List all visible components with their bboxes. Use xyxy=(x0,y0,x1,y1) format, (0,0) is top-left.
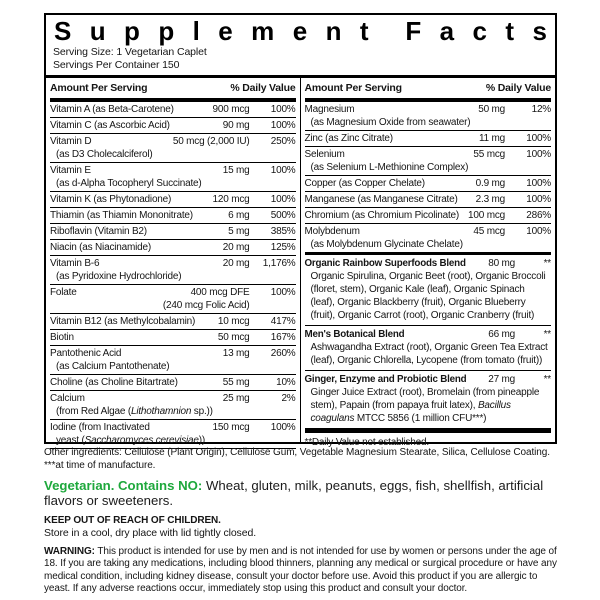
nutrient-source-latin-name: Lithothamnion xyxy=(130,406,192,417)
nutrient-source: (as Calcium Pantothenate) xyxy=(56,361,170,372)
title-letter: e xyxy=(218,16,233,46)
nutrient-row xyxy=(50,224,296,240)
nutrient-amount: 55 mg xyxy=(222,377,250,388)
nutrient-name: Vitamin E xyxy=(50,165,91,176)
nutrient-amount: 15 mg xyxy=(222,165,250,176)
nutrient-amount: 120 mcg xyxy=(212,194,250,205)
nutrient-amount: 400 mcg DFE xyxy=(190,287,250,298)
blend-row xyxy=(305,371,552,428)
nutrient-rows-left xyxy=(50,102,296,449)
warning-text: This product is intended for use by men and is not intended for use by women or persons under the age of 18. If you are taking any medications, including blood thinners, planning any medical or surgical procedure or have any medical condition, including kidney disease, consult your doctor before use. Avoid this product if you are allergic to yeast. If any adverse reactions occur, immediately stop using this product and consult your doctor. xyxy=(44,546,557,594)
nutrient-row-line xyxy=(50,315,296,328)
nutrient-source-latin-name: Saccharomyces cerevisiae xyxy=(84,435,199,446)
manufacture-note: ***at time of manufacture. xyxy=(44,459,156,471)
nutrient-source: (as Molybdenum Glycinate Chelate) xyxy=(310,239,463,250)
title-letter: a xyxy=(439,16,455,46)
vegetarian-allergen-list: Wheat, gluten, milk, peanuts, eggs, fish, shellfish, artificial flavors or sweeteners. xyxy=(44,478,544,508)
nutrient-amount: 27 mg xyxy=(488,374,515,385)
nutrient-row-line xyxy=(50,135,296,148)
blend-rows xyxy=(305,255,552,428)
nutrient-name: Ginger, Enzyme and Probiotic Blend xyxy=(304,374,467,385)
amount-per-serving-label: Amount Per Serving xyxy=(304,82,402,94)
nutrient-row-line xyxy=(50,164,296,177)
blend-row xyxy=(305,326,552,371)
nutrient-name: Magnesium xyxy=(304,104,355,115)
nutrient-daily-value: 100% xyxy=(270,165,296,176)
nutrient-source: (as Selenium L-Methionine Complex) xyxy=(310,162,469,173)
column-header-left xyxy=(50,78,296,98)
nutrient-row-line xyxy=(305,193,552,206)
nutrient-amount: 900 mcg xyxy=(212,104,250,115)
facts-columns xyxy=(46,78,555,448)
nutrient-row-line xyxy=(50,376,296,389)
nutrient-row xyxy=(305,192,552,208)
nutrient-daily-value: 100% xyxy=(270,104,296,115)
nutrient-row-line xyxy=(305,209,552,222)
nutrient-daily-value: 2% xyxy=(281,393,296,404)
nutrient-name: Organic Rainbow Superfoods Blend xyxy=(304,258,466,269)
nutrient-row-line xyxy=(305,132,552,145)
blend-ingredients: Organic Spirulina, Organic Beet (root), Organic Broccoli (floret, stem), Organic Kale (leaf), Organic Spinach (leaf), Organic Blackberry (fruit), Organic Blueberry (fruit), Organic Carrot (root), Organic Cranberry (fruit) xyxy=(310,271,546,321)
daily-value-label: % Daily Value xyxy=(485,82,551,94)
nutrient-row-line xyxy=(50,241,296,254)
nutrient-source: (as Magnesium Oxide from seawater) xyxy=(310,117,471,128)
nutrient-row xyxy=(305,176,552,192)
other-ingredients-text: Other ingredients: Cellulose (Plant Origin), Cellulose Gum, Vegetable Magnesium Stearate, Silica, Cellulose Coating. xyxy=(44,447,550,458)
nutrient-row-line xyxy=(50,331,296,344)
facts-column-right xyxy=(301,78,556,448)
servings-per-container: Servings Per Container 150 xyxy=(53,59,180,71)
nutrient-amount: 45 mcg xyxy=(473,226,505,237)
title-letter: p xyxy=(124,16,140,46)
nutrient-daily-value: 125% xyxy=(270,242,296,253)
nutrient-daily-value: ** xyxy=(543,329,551,340)
nutrient-amount: 11 mg xyxy=(478,133,505,144)
nutrient-row xyxy=(50,420,296,449)
keep-out-warning: KEEP OUT OF REACH OF CHILDREN. xyxy=(44,515,221,526)
nutrient-amount: 50 mcg (2,000 IU) xyxy=(172,136,250,147)
nutrient-amount: 150 mcg xyxy=(212,422,250,433)
nutrient-source: (as d-Alpha Tocopheryl Succinate) xyxy=(56,178,202,189)
title-letter: n xyxy=(325,16,342,46)
nutrient-row xyxy=(50,118,296,134)
nutrient-row-line xyxy=(50,392,296,405)
nutrient-row xyxy=(50,192,296,208)
nutrient-row xyxy=(50,240,296,256)
vegetarian-contains-no-label: Vegetarian. Contains NO: xyxy=(44,478,203,493)
nutrient-amount: 0.9 mg xyxy=(475,178,505,189)
nutrient-row xyxy=(305,224,552,252)
nutrient-daily-value: 417% xyxy=(270,316,296,327)
title-letter: e xyxy=(292,16,308,46)
nutrient-name: Copper (as Copper Chelate) xyxy=(304,178,425,189)
supplement-facts-panel xyxy=(44,13,557,448)
nutrient-name: Vitamin K (as Phytonadione) xyxy=(50,194,172,205)
blend-ingredients xyxy=(305,386,552,425)
other-ingredients xyxy=(44,447,560,472)
nutrient-daily-value: ** xyxy=(543,258,551,269)
nutrient-row xyxy=(305,102,552,131)
nutrient-name: Niacin (as Niacinamide) xyxy=(50,242,151,253)
nutrient-source: (as Pyridoxine Hydrochloride) xyxy=(56,271,182,282)
nutrient-daily-value: 100% xyxy=(526,149,551,160)
facts-column-left xyxy=(46,78,301,446)
nutrient-name: Molybdenum xyxy=(304,226,360,237)
daily-value-footnote: **Daily Value not established. xyxy=(304,437,429,448)
nutrient-row xyxy=(50,163,296,192)
nutrient-row xyxy=(50,256,296,285)
nutrient-amount: 10 mcg xyxy=(217,316,250,327)
nutrient-daily-value: 100% xyxy=(270,422,296,433)
nutrient-amount: 55 mcg xyxy=(473,149,505,160)
nutrient-amount: 20 mg xyxy=(222,242,250,253)
nutrient-amount: 25 mg xyxy=(222,393,250,404)
blend-row xyxy=(305,255,552,326)
nutrient-row xyxy=(50,285,296,314)
nutrient-row xyxy=(50,102,296,118)
nutrient-source: (240 mcg Folic Acid) xyxy=(162,300,250,311)
nutrient-name: Riboflavin (Vitamin B2) xyxy=(50,226,147,237)
title-letter: c xyxy=(472,16,487,46)
nutrient-row-line xyxy=(50,119,296,132)
nutrient-amount: 50 mcg xyxy=(217,332,250,343)
blend-ingredients-text: MTCC 5856 (1 million CFU***) xyxy=(354,413,487,424)
title-letter: l xyxy=(192,16,200,46)
column-header-right xyxy=(305,78,552,98)
warning-label: WARNING: xyxy=(44,546,95,557)
nutrient-row xyxy=(305,208,552,224)
nutrient-amount: 100 mcg xyxy=(468,210,505,221)
nutrient-row xyxy=(50,208,296,224)
nutrient-name: Selenium xyxy=(304,149,345,160)
nutrient-daily-value: 500% xyxy=(270,210,296,221)
nutrient-row-line xyxy=(305,225,552,238)
title-letter: S xyxy=(54,16,72,46)
nutrient-row-line xyxy=(305,148,552,161)
nutrient-row xyxy=(305,147,552,176)
nutrient-row-line xyxy=(50,421,296,434)
nutrient-name: Folate xyxy=(50,287,77,298)
nutrient-name: Pantothenic Acid xyxy=(50,348,122,359)
nutrient-row-line xyxy=(305,177,552,190)
nutrient-row-line xyxy=(305,257,552,270)
nutrient-source xyxy=(50,405,296,418)
nutrient-daily-value: 100% xyxy=(526,194,551,205)
nutrient-name: Thiamin (as Thiamin Mononitrate) xyxy=(50,210,193,221)
nutrient-name: Chromium (as Chromium Picolinate) xyxy=(304,210,460,221)
nutrient-amount: 6 mg xyxy=(228,210,250,221)
title-letter: s xyxy=(532,16,547,46)
title-letter: F xyxy=(405,16,422,46)
nutrient-amount: 80 mg xyxy=(488,258,515,269)
nutrient-source xyxy=(50,434,296,447)
title-letter: t xyxy=(359,16,369,46)
blend-ingredients-text: Ginger Juice Extract (root), Bromelain (from pineapple stem), Papain (from papaya fruit latex), xyxy=(310,387,540,411)
nutrient-daily-value: 260% xyxy=(270,348,296,359)
nutrient-row xyxy=(50,391,296,420)
nutrient-name: Vitamin D xyxy=(50,136,92,147)
nutrient-amount: 50 mg xyxy=(478,104,505,115)
title-letter: m xyxy=(251,16,275,46)
nutrient-row-line xyxy=(50,209,296,222)
nutrient-row-line xyxy=(50,225,296,238)
nutrient-row xyxy=(305,131,552,147)
nutrient-row-line xyxy=(50,257,296,270)
blend-ingredients: Ashwagandha Extract (root), Organic Green Tea Extract (leaf), Organic Chlorella, Lycopene (from tomato (fruit)) xyxy=(310,342,548,366)
nutrient-daily-value: 100% xyxy=(526,133,551,144)
nutrient-source-text: (from Red Algae ( xyxy=(56,406,131,417)
vegetarian-statement xyxy=(44,479,560,508)
nutrient-name: Men's Botanical Blend xyxy=(304,329,405,340)
nutrient-source-text: yeast ( xyxy=(56,435,85,446)
nutrient-source-text: sp.)) xyxy=(191,406,213,417)
nutrient-daily-value: 100% xyxy=(270,194,296,205)
nutrient-row xyxy=(50,346,296,375)
blend-latin-name: Bacillus coagulans xyxy=(310,400,511,424)
nutrient-row-line xyxy=(305,328,552,341)
nutrient-source: (as D3 Cholecalciferol) xyxy=(56,149,153,160)
nutrient-name: Zinc (as Zinc Citrate) xyxy=(304,133,393,144)
nutrient-rows-right xyxy=(305,102,552,252)
nutrient-row-line xyxy=(305,103,552,116)
nutrient-name: Vitamin B-6 xyxy=(50,258,100,269)
nutrient-daily-value: 12% xyxy=(531,104,551,115)
nutrient-name: Biotin xyxy=(50,332,74,343)
nutrient-daily-value: 10% xyxy=(276,377,296,388)
nutrient-name: Manganese (as Manganese Citrate) xyxy=(304,194,458,205)
storage-instructions: Store in a cool, dry place with lid tightly closed. xyxy=(44,527,257,539)
nutrient-daily-value: 1,176% xyxy=(262,258,296,269)
nutrient-daily-value: 100% xyxy=(270,287,296,298)
nutrient-row xyxy=(50,330,296,346)
nutrient-row-line xyxy=(50,286,296,299)
nutrient-row-line xyxy=(50,347,296,360)
label-footer xyxy=(44,447,560,595)
nutrient-daily-value: 100% xyxy=(526,226,551,237)
panel-title xyxy=(46,15,555,46)
warning-paragraph xyxy=(44,546,560,595)
nutrient-source-text: )) xyxy=(198,435,206,446)
nutrient-daily-value: 250% xyxy=(270,136,296,147)
nutrient-amount: 90 mg xyxy=(222,120,250,131)
title-letter: u xyxy=(89,16,106,46)
nutrient-name: Vitamin B12 (as Methylcobalamin) xyxy=(50,316,196,327)
nutrient-daily-value: 167% xyxy=(270,332,296,343)
title-letter: p xyxy=(158,16,175,46)
nutrient-row xyxy=(50,134,296,163)
nutrient-row xyxy=(50,314,296,330)
nutrient-name: Iodine (from Inactivated xyxy=(50,422,150,433)
nutrient-amount: 5 mg xyxy=(228,226,250,237)
nutrient-name: Vitamin A (as Beta-Carotene) xyxy=(50,104,174,115)
nutrient-amount: 2.3 mg xyxy=(475,194,505,205)
amount-per-serving-label: Amount Per Serving xyxy=(50,82,148,94)
nutrient-name: Choline (as Choline Bitartrate) xyxy=(50,377,178,388)
nutrient-row-line xyxy=(50,193,296,206)
nutrient-row-line xyxy=(50,103,296,116)
nutrient-daily-value: 385% xyxy=(270,226,296,237)
nutrient-daily-value: 100% xyxy=(526,178,551,189)
nutrient-amount: 13 mg xyxy=(222,348,250,359)
nutrient-daily-value: ** xyxy=(543,374,551,385)
nutrient-daily-value: 286% xyxy=(526,210,551,221)
nutrient-daily-value: 100% xyxy=(270,120,296,131)
nutrient-row-line xyxy=(305,373,552,386)
title-letter: t xyxy=(505,16,515,46)
nutrient-name: Calcium xyxy=(50,393,85,404)
serving-size: Serving Size: 1 Vegetarian Caplet xyxy=(53,46,207,58)
nutrient-amount: 66 mg xyxy=(488,329,515,340)
nutrient-amount: 20 mg xyxy=(222,258,250,269)
daily-value-label: % Daily Value xyxy=(230,82,296,94)
nutrient-row xyxy=(50,375,296,391)
nutrient-name: Vitamin C (as Ascorbic Acid) xyxy=(50,120,170,131)
